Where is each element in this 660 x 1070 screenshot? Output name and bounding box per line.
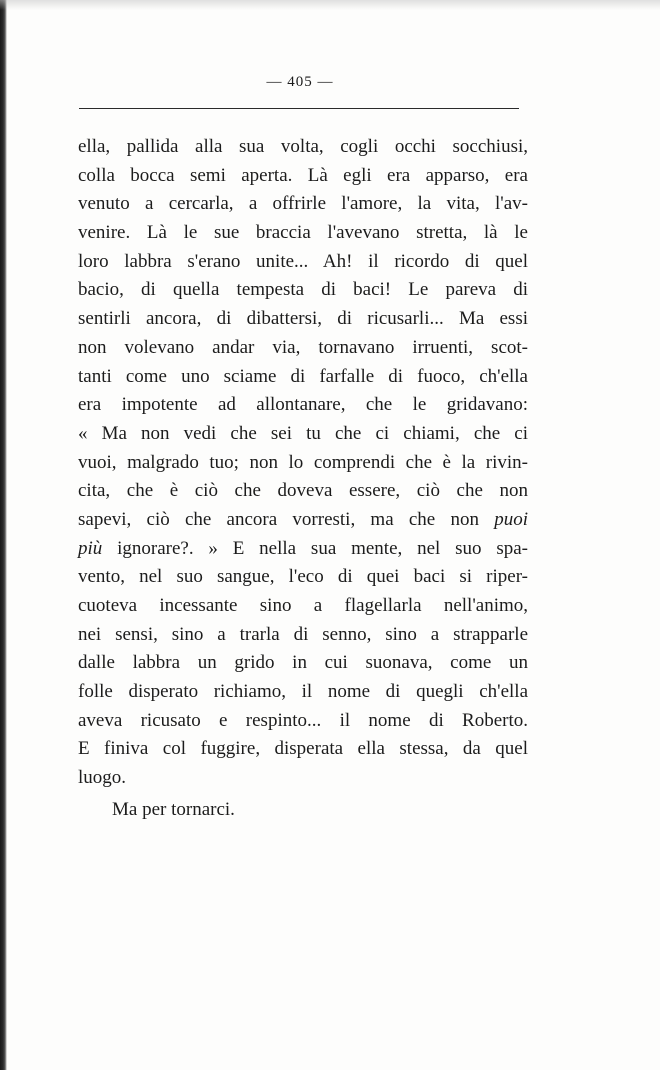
text-line-with-italic [78, 506, 528, 535]
page-binding-edge [0, 0, 7, 1070]
text-line: venuto a cercarla, a offrirle l'amore, la vita, l'av- [78, 193, 528, 215]
header-rule [79, 108, 519, 109]
text-line: E finiva col fuggire, disperata ella stessa, da quel [78, 738, 528, 760]
text-line: cuoteva incessante sino a flagellarla nell'animo, [78, 595, 528, 616]
text-line: ella, pallida alla sua volta, cogli occhi socchiusi, [78, 136, 528, 157]
text-line: dalle labbra un grido in cui suonava, come un [78, 652, 528, 674]
text-line: luogo. [78, 767, 127, 789]
text-line: non volevano andar via, tornavano irruenti, scot- [78, 336, 528, 358]
text-line: era impotente ad allontanare, che le gridavano: [78, 394, 528, 416]
text-line: colla bocca semi aperta. Là egli era apparso, era [78, 164, 528, 186]
text-line: vento, nel suo sangue, l'eco di quei baci si riper- [78, 566, 528, 588]
closing-line: Ma per tornarci. [112, 798, 235, 820]
text-segment: sapevi, ciò che ancora vorresti, ma che non [78, 508, 495, 530]
text-line-with-italic [78, 535, 528, 564]
text-line: bacio, di quella tempesta di baci! Le pareva di [78, 279, 528, 301]
body-text [78, 133, 528, 825]
text-line: folle disperato richiamo, il nome di quegli ch'ella [78, 681, 528, 703]
italic-word: puoi [494, 508, 528, 530]
text-line: « Ma non vedi che sei tu che ci chiami, che ci [78, 422, 528, 444]
page-top-shadow [0, 0, 660, 10]
text-line: sentirli ancora, di dibattersi, di ricusarli... Ma essi [78, 308, 528, 330]
text-line: cita, che è ciò che doveva essere, ciò che non [78, 480, 528, 502]
text-line: vuoi, malgrado tuo; non lo comprendi che è la rivin- [78, 451, 528, 473]
italic-word: più [78, 537, 118, 559]
text-line: loro labbra s'erano unite... Ah! il ricordo di quel [78, 250, 528, 272]
text-line: tanti come uno sciame di farfalle di fuoco, ch'ella [78, 365, 528, 387]
text-segment: ignorare?. » E nella sua mente, nel suo spa- [117, 537, 528, 559]
page-number: — 405 — [266, 74, 334, 90]
text-line: venire. Là le sue braccia l'avevano stretta, là le [78, 222, 528, 244]
text-line: aveva ricusato e respinto... il nome di Roberto. [78, 709, 528, 731]
text-line: nei sensi, sino a trarla di senno, sino a strapparle [78, 623, 528, 645]
